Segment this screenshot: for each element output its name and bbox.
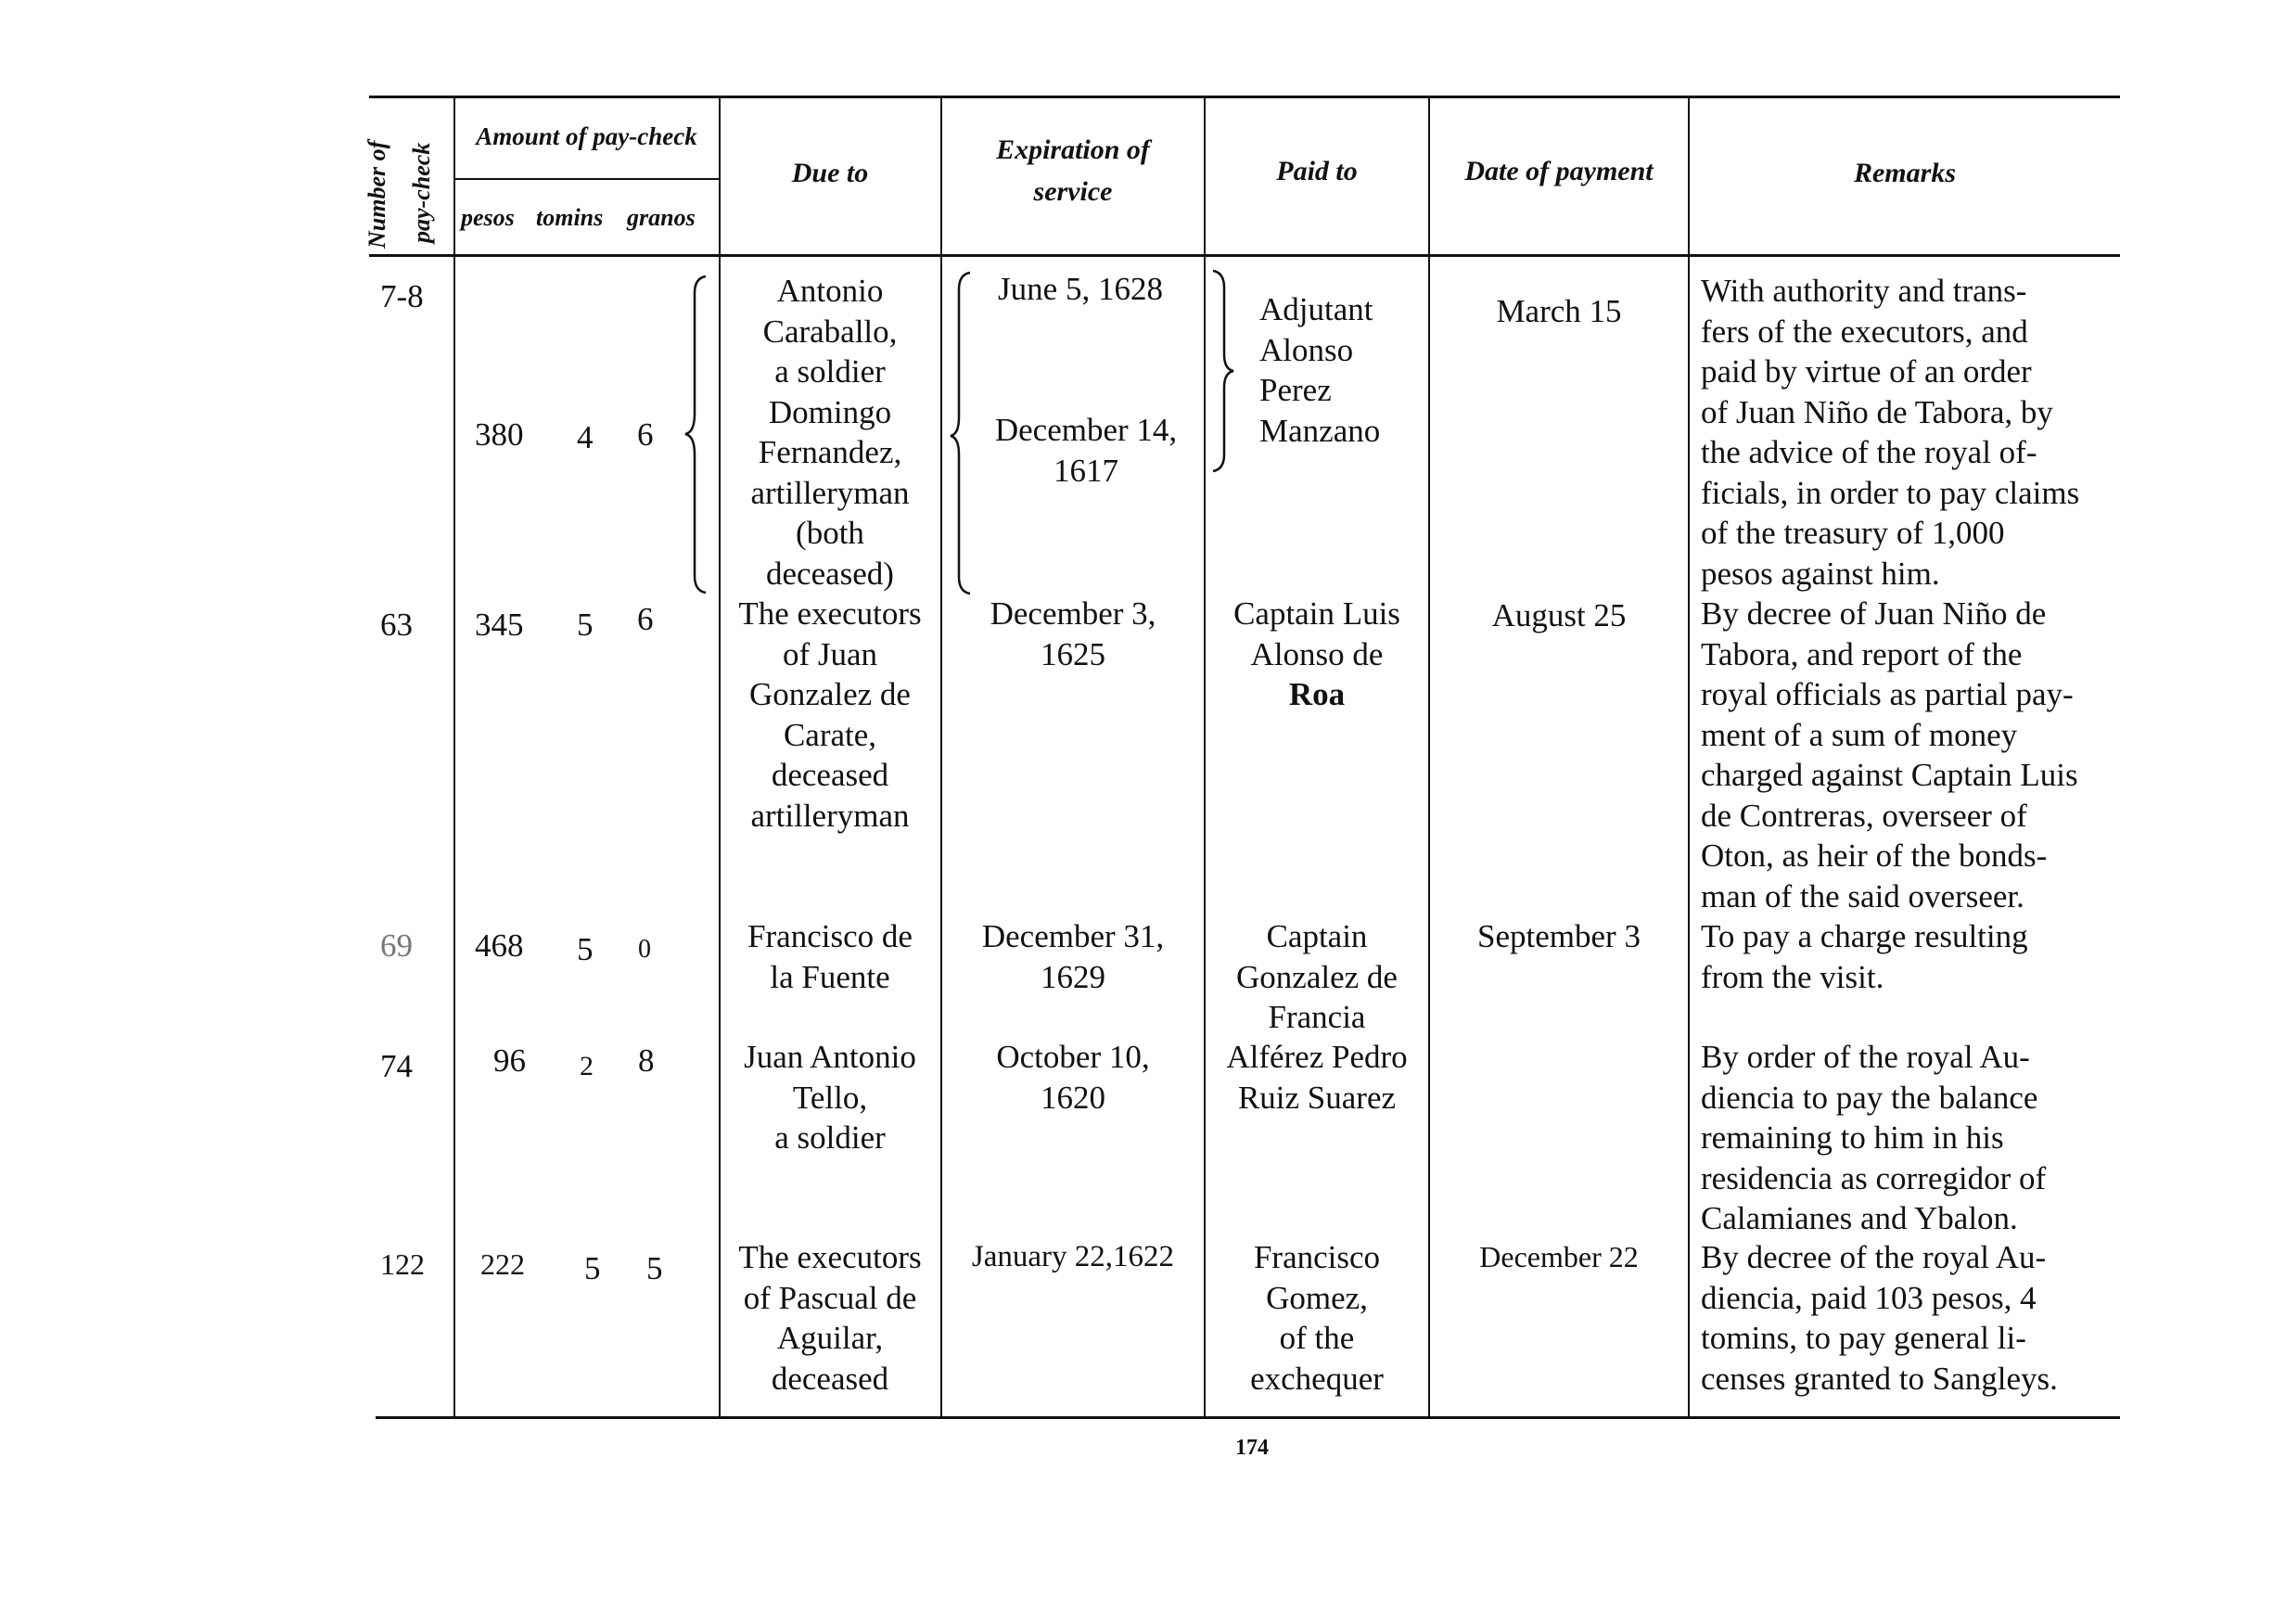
due-to-cell (720, 594, 940, 836)
paid-to-line: Francia (1268, 999, 1366, 1035)
col-divider-expiration (1204, 98, 1206, 1417)
remarks-line: royal officials as partial pay- (1701, 676, 2074, 712)
due-to-line: a soldier (774, 1119, 886, 1156)
expiration-line: 1617 (1054, 453, 1118, 489)
paid-to-cell (1206, 1037, 1428, 1118)
remarks-cell (1701, 1037, 2122, 1239)
header-pesos: pesos (461, 204, 515, 231)
amount-pesos: 380 (475, 416, 524, 453)
due-to-cell (720, 916, 940, 997)
remarks-line: tomins, to pay general li- (1701, 1320, 2026, 1356)
remarks-line: By decree of Juan Niño de (1701, 595, 2047, 632)
amount-tomins: 5 (584, 1250, 601, 1286)
amount-granos: 5 (646, 1250, 663, 1286)
due-to-line: Gonzalez de (749, 676, 911, 712)
amount-pesos: 345 (475, 607, 524, 643)
expiration-line: October 10, (996, 1039, 1150, 1075)
remarks-line: With authority and trans- (1701, 273, 2027, 309)
remarks-line: diencia, paid 103 pesos, 4 (1701, 1279, 2037, 1316)
due-to-line: Carate, (783, 716, 877, 753)
remarks-line: pesos against him. (1701, 555, 1940, 592)
remarks-line: Calamianes and Ybalon. (1701, 1200, 2018, 1236)
due-to-line: The executors (738, 1239, 922, 1275)
due-to-line: Domingo (768, 393, 892, 430)
remarks-line: To pay a charge resulting (1701, 918, 2028, 954)
due-to-line: artilleryman (750, 797, 910, 834)
remarks-line: of the treasury of 1,000 (1701, 515, 2005, 551)
remarks-line: paid by virtue of an order (1701, 353, 2032, 390)
remarks-line: remaining to him in his (1701, 1119, 2004, 1156)
due-to-line: Fernandez, (758, 434, 902, 470)
remarks-line: of Juan Niño de Tabora, by (1701, 393, 2053, 430)
amount-tomins: 5 (577, 931, 594, 967)
remarks-line: residencia as corregidor of (1701, 1159, 2047, 1196)
remarks-line: fers of the executors, and (1701, 313, 2028, 350)
paid-to-line: of the (1279, 1320, 1355, 1356)
due-to-line: Antonio (776, 273, 884, 309)
due-to-line: artilleryman (750, 474, 910, 511)
remarks-cell (1701, 1237, 2122, 1399)
paid-to-cell (1259, 289, 1426, 451)
due-to-cell (720, 1037, 940, 1158)
due-to-line: deceased (771, 1360, 889, 1397)
payment-date: December 22 (1479, 1240, 1639, 1273)
amount-tomins: 4 (577, 419, 594, 455)
header-expiration-line1: Expiration of (996, 134, 1150, 165)
expiration-line: 1620 (1041, 1079, 1105, 1116)
due-to-line: a soldier (774, 353, 886, 390)
remarks-cell (1701, 594, 2122, 916)
due-to-line: Tello, (792, 1079, 868, 1116)
remarks-line: Tabora, and report of the (1701, 635, 2023, 672)
row-number: 122 (380, 1247, 425, 1281)
expiration-line: December 3, (990, 595, 1156, 632)
remarks-line: ficials, in order to pay claims (1701, 474, 2080, 511)
paid-to-line: Alonso (1259, 331, 1354, 368)
amount-granos: 6 (637, 416, 654, 453)
paid-to-line: Manzano (1259, 412, 1381, 449)
remarks-line: the advice of the royal of- (1701, 434, 2037, 470)
due-to-line: of Juan (782, 635, 878, 672)
amount-granos: 0 (638, 935, 651, 964)
remarks-line: ment of a sum of money (1701, 716, 2018, 753)
header-expiration-line2: service (1033, 176, 1113, 207)
paid-to-line: Ruiz Suarez (1237, 1079, 1397, 1116)
remarks-line: diencia to pay the balance (1701, 1079, 2038, 1116)
paid-to-line: Gomez, (1266, 1279, 1368, 1316)
row-number: 69 (380, 927, 413, 964)
top-rule (369, 96, 2120, 98)
paid-to-line: Gonzalez de (1236, 958, 1398, 995)
paid-to-line: Captain Luis (1233, 595, 1400, 632)
due-to-line: deceased (771, 757, 889, 793)
header-bottom-rule (369, 254, 2120, 257)
paid-to-cell (1206, 1237, 1428, 1399)
amount-pesos: 222 (480, 1247, 525, 1281)
header-number-of-paycheck-line1: Number of (364, 140, 390, 249)
page-number: 174 (1235, 1436, 1269, 1460)
amount-pesos: 468 (475, 927, 524, 964)
paid-to-line: Alférez Pedro (1226, 1039, 1408, 1075)
remarks-line: man of the said overseer. (1701, 877, 2024, 914)
remarks-line: from the visit. (1701, 958, 1884, 995)
right-brace-icon (1209, 269, 1237, 473)
header-amount-of-paycheck: Amount of pay-check (476, 122, 697, 150)
remarks-line: By decree of the royal Au- (1701, 1239, 2047, 1275)
amount-granos: 8 (638, 1042, 655, 1079)
expiration-cell (942, 916, 1204, 997)
expiration-line: December 31, (981, 918, 1165, 954)
paid-to-cell (1206, 916, 1428, 1038)
due-to-line: Juan Antonio (744, 1039, 916, 1075)
remarks-line: censes granted to Sangleys. (1701, 1360, 2058, 1397)
paid-to-line: Adjutant (1259, 291, 1373, 327)
paid-to-line: exchequer (1250, 1360, 1384, 1397)
paid-to-line: Alonso de (1250, 635, 1384, 672)
bottom-rule (376, 1416, 2120, 1419)
paid-to-line: Captain (1266, 918, 1368, 954)
amount-tomins: 5 (577, 607, 594, 643)
remarks-line: de Contreras, overseer of (1701, 797, 2027, 834)
row-number: 7-8 (380, 278, 424, 314)
expiration-line: 1625 (1041, 635, 1105, 672)
paid-to-line: Roa (1288, 676, 1346, 712)
due-to-line: deceased) (766, 555, 894, 592)
amount-pesos: 96 (493, 1042, 526, 1079)
expiration-line: 1629 (1041, 958, 1105, 995)
expiration-line: January 22,1622 (971, 1240, 1175, 1273)
row-number: 74 (380, 1048, 413, 1084)
due-to-line: of Pascual de (743, 1279, 917, 1316)
payment-date: September 3 (1477, 918, 1641, 954)
left-brace-icon (682, 275, 709, 595)
expiration-cell (942, 1237, 1204, 1278)
amount-subheader-rule (454, 178, 719, 180)
due-to-line: (both (796, 515, 864, 551)
expiration-line: December 14, (994, 412, 1178, 448)
col-divider-due-to (940, 98, 942, 1417)
payment-date: August 25 (1491, 597, 1627, 633)
due-to-cell (720, 1237, 940, 1399)
header-date-of-payment: Date of payment (1464, 156, 1654, 186)
col-divider-number (453, 98, 455, 1417)
payment-date: March 15 (1496, 293, 1622, 329)
header-granos: granos (627, 204, 696, 231)
header-due-to: Due to (791, 158, 869, 188)
due-to-line: Francisco de (747, 918, 913, 954)
amount-granos: 6 (637, 601, 654, 637)
remarks-cell (1701, 271, 2122, 594)
due-to-line: Aguilar, (776, 1320, 884, 1356)
row-number: 63 (380, 607, 413, 643)
amount-tomins: 2 (580, 1051, 594, 1081)
header-number-of-paycheck-line2: pay-check (408, 142, 435, 243)
remarks-line: charged against Captain Luis (1701, 757, 2078, 793)
due-to-line: The executors (738, 595, 922, 632)
remarks-cell (1701, 916, 2122, 997)
due-to-cell (720, 271, 940, 594)
paid-to-line: Perez (1259, 372, 1332, 408)
expiration-cell (942, 1037, 1204, 1118)
header-remarks: Remarks (1853, 158, 1956, 188)
expiration-cell (942, 594, 1204, 674)
due-to-line: la Fuente (770, 958, 890, 995)
header-tomins: tomins (536, 204, 604, 231)
paid-to-line: Francisco (1253, 1239, 1381, 1275)
remarks-line: Oton, as heir of the bonds- (1701, 838, 2048, 874)
due-to-line: Caraballo, (762, 313, 898, 350)
header-paid-to: Paid to (1276, 156, 1358, 186)
col-divider-date (1688, 98, 1690, 1417)
remarks-line: By order of the royal Au- (1701, 1039, 2030, 1075)
paid-to-cell (1206, 594, 1428, 715)
expiration-line: June 5, 1628 (998, 271, 1163, 307)
